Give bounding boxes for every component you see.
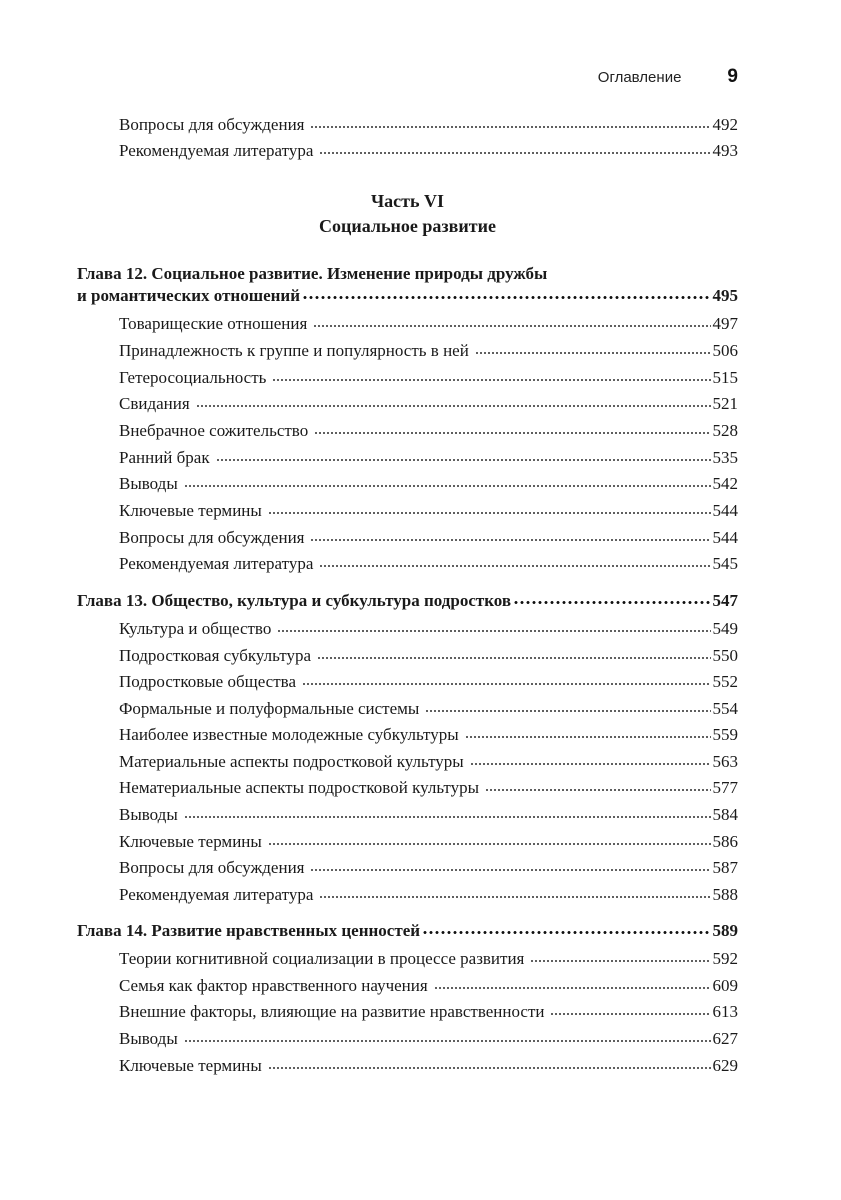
toc-entry-page: 544 — [712, 501, 738, 520]
toc-entry[interactable] — [119, 698, 738, 720]
chapter-title: и романтических отношений — [77, 286, 301, 305]
toc-entry[interactable] — [119, 140, 738, 162]
toc-entry-title: Рекомендуемая литература — [119, 141, 314, 160]
toc-entry-title: Семья как фактор нравственного научения — [119, 976, 428, 995]
toc-entry-page: 549 — [712, 619, 738, 638]
leader-dots — [319, 151, 710, 155]
chapter-title: Глава 13. Общество, культура и субкультура подростков — [77, 591, 512, 610]
toc-entry-page: 586 — [712, 832, 738, 851]
leader-dots — [530, 959, 710, 963]
toc-entry-title: Выводы — [119, 474, 178, 493]
toc-entry[interactable] — [119, 500, 738, 522]
toc-entry-title: Нематериальные аспекты подростковой культуры — [119, 778, 480, 797]
toc-entry[interactable] — [119, 831, 738, 853]
chapter-page: 547 — [712, 591, 738, 610]
leader-dots — [268, 511, 711, 515]
toc-entry-title: Наиболее известные молодежные субкультуры — [119, 725, 459, 744]
toc-entry-page: 629 — [712, 1056, 738, 1075]
toc-entry[interactable] — [119, 393, 738, 415]
toc-entry-title: Ключевые термины — [119, 501, 262, 520]
leader-dots — [184, 484, 711, 488]
leader-dots — [272, 378, 710, 382]
leader-dots — [196, 404, 711, 408]
toc-entry-page: 550 — [712, 646, 738, 665]
toc-entry-page: 528 — [712, 421, 738, 440]
leader-dots — [268, 842, 711, 846]
toc-entry-title: Подростковая субкультура — [119, 646, 312, 665]
toc-entry-page: 613 — [712, 1002, 738, 1021]
toc-entry-title: Рекомендуемая литература — [119, 885, 314, 904]
leader-dots — [216, 458, 711, 462]
toc-entry[interactable] — [119, 948, 738, 970]
toc-entry[interactable] — [119, 645, 738, 667]
leader-dots — [319, 895, 710, 899]
toc-entry[interactable] — [119, 884, 738, 906]
toc-entry-page: 554 — [712, 699, 738, 718]
page-number: 9 — [727, 66, 738, 87]
leader-dots — [550, 1012, 710, 1016]
toc-entry[interactable] — [119, 618, 738, 640]
toc-entry-page: 535 — [712, 448, 738, 467]
toc-entry[interactable] — [119, 804, 738, 826]
chapter-page: 495 — [712, 286, 738, 305]
leader-dots — [302, 682, 710, 686]
chapter-12-title-line1[interactable]: Глава 12. Социальное развитие. Изменение природы дружбы — [77, 264, 548, 283]
toc-entry-page: 563 — [712, 752, 738, 771]
toc-entry-page: 592 — [712, 949, 738, 968]
leader-dots — [184, 1039, 711, 1043]
leader-dots — [184, 815, 711, 819]
toc-entry-title: Вопросы для обсуждения — [119, 115, 305, 134]
toc-entry-page: 559 — [712, 725, 738, 744]
toc-entry-page: 497 — [712, 314, 738, 333]
toc-entry-title: Ранний брак — [119, 448, 210, 467]
leader-dots — [310, 125, 710, 129]
leader-dots — [268, 1066, 711, 1070]
toc-entry-page: 545 — [712, 554, 738, 573]
toc-entry[interactable] — [119, 313, 738, 335]
part-title: Социальное развитие — [319, 216, 496, 236]
toc-entry[interactable] — [119, 447, 738, 469]
running-header — [598, 66, 738, 88]
toc-entry[interactable] — [119, 777, 738, 799]
toc-entry-title: Выводы — [119, 805, 178, 824]
chapter-13-entry[interactable] — [77, 590, 738, 612]
toc-entry[interactable] — [119, 975, 738, 997]
leader-dots — [475, 351, 711, 355]
toc-entry[interactable] — [119, 473, 738, 495]
toc-entry[interactable] — [119, 671, 738, 693]
toc-entry-title: Теории когнитивной социализации в процессе развития — [119, 949, 525, 968]
toc-entry-page: 506 — [712, 341, 738, 360]
part-label: Часть VI — [370, 191, 445, 211]
toc-entry-page: 515 — [712, 368, 738, 387]
leader-dots — [313, 324, 710, 328]
leader-dots — [485, 788, 710, 792]
toc-entry[interactable] — [119, 367, 738, 389]
leader-dots — [425, 709, 710, 713]
toc-entry-title: Подростковые общества — [119, 672, 297, 691]
toc-entry[interactable] — [119, 857, 738, 879]
toc-entry[interactable] — [119, 114, 738, 136]
toc-entry[interactable] — [119, 340, 738, 362]
toc-entry[interactable] — [119, 1001, 738, 1023]
chapter-14-entry[interactable] — [77, 920, 738, 942]
toc-entry[interactable] — [119, 1055, 738, 1077]
leader-dots — [302, 295, 710, 300]
leader-dots — [310, 868, 710, 872]
toc-entry-page: 521 — [712, 394, 738, 413]
toc-entry-page: 577 — [712, 778, 738, 797]
toc-entry[interactable] — [119, 724, 738, 746]
toc-entry-page: 627 — [712, 1029, 738, 1048]
chapter-page: 589 — [712, 921, 738, 940]
leader-dots — [317, 656, 710, 660]
toc-entry-title: Внебрачное сожительство — [119, 421, 309, 440]
toc-entry[interactable] — [119, 751, 738, 773]
chapter-12-entry[interactable] — [77, 285, 738, 307]
leader-dots — [470, 762, 711, 766]
toc-entry-title: Культура и общество — [119, 619, 272, 638]
chapter-title: Глава 14. Развитие нравственных ценностей — [77, 921, 421, 940]
toc-entry-title: Формальные и полуформальные системы — [119, 699, 420, 718]
toc-entry-page: 493 — [712, 141, 738, 160]
toc-entry-title: Гетеросоциальность — [119, 368, 267, 387]
toc-entry-title: Свидания — [119, 394, 190, 413]
toc-entry-title: Выводы — [119, 1029, 178, 1048]
leader-dots — [465, 735, 711, 739]
leader-dots — [310, 538, 710, 542]
leader-dots — [314, 431, 710, 435]
toc-entry-title: Товарищеские отношения — [119, 314, 308, 333]
toc-entry[interactable] — [119, 420, 738, 442]
toc-entry[interactable] — [119, 1028, 738, 1050]
leader-dots — [319, 564, 710, 568]
toc-entry-title: Внешние факторы, влияющие на развитие нравственности — [119, 1002, 545, 1021]
toc-entry-page: 492 — [712, 115, 738, 134]
toc-entry-title: Рекомендуемая литература — [119, 554, 314, 573]
toc-entry[interactable] — [119, 553, 738, 575]
toc-entry[interactable] — [119, 527, 738, 549]
toc-entry-page: 544 — [712, 528, 738, 547]
toc-entry-page: 542 — [712, 474, 738, 493]
toc-entry-page: 609 — [712, 976, 738, 995]
toc-entry-title: Ключевые термины — [119, 1056, 262, 1075]
leader-dots — [434, 986, 711, 990]
leader-dots — [277, 629, 710, 633]
toc-entry-title: Ключевые термины — [119, 832, 262, 851]
leader-dots — [422, 930, 710, 935]
toc-entry-title: Вопросы для обсуждения — [119, 528, 305, 547]
toc-entry-title: Принадлежность к группе и популярность в ней — [119, 341, 469, 360]
header-title: Оглавление — [597, 69, 682, 86]
toc-entry-title: Материальные аспекты подростковой культуры — [119, 752, 464, 771]
toc-entry-page: 584 — [712, 805, 738, 824]
toc-entry-page: 587 — [712, 858, 738, 877]
toc-entry-page: 552 — [712, 672, 738, 691]
leader-dots — [513, 600, 710, 605]
toc-entry-page: 588 — [712, 885, 738, 904]
toc-entry-title: Вопросы для обсуждения — [119, 858, 305, 877]
